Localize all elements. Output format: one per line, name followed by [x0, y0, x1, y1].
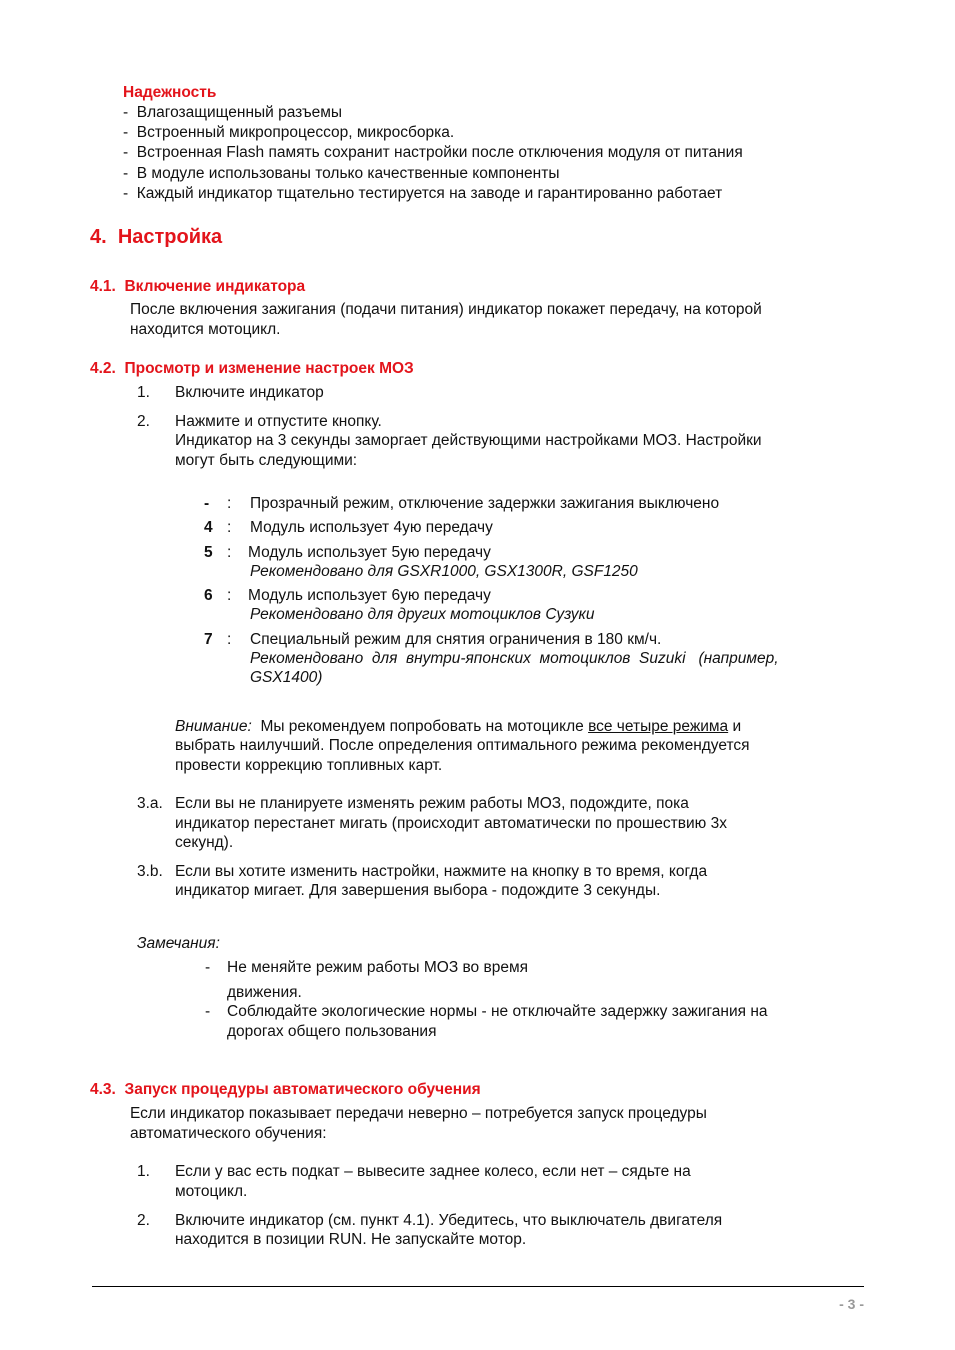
step-number: 3.a.: [137, 795, 163, 812]
step-text: индикатор мигает. Для завершения выбора - подождите 3 секунды.: [175, 882, 661, 899]
remark-text: Соблюдайте экологические нормы - не отключайте задержку зажигания на: [227, 1003, 768, 1020]
step-text: секунд).: [175, 834, 234, 851]
step-number: 3.b.: [137, 863, 163, 880]
mode-key: 7: [204, 631, 213, 648]
list-item: - В модуле использованы только качественные компоненты: [123, 165, 560, 182]
attention-line: провести коррекцию топливных карт.: [175, 757, 443, 774]
mode-sep: :: [227, 587, 232, 604]
list-item: - Встроенная Flash память сохранит настройки после отключения модуля от питания: [123, 144, 743, 161]
list-item: - Встроенный микропроцессор, микросборка.: [123, 124, 455, 141]
subsection-heading: 4.3. Запуск процедуры автоматического обучения: [90, 1081, 481, 1098]
remark-dash: -: [205, 959, 211, 976]
step-text: Нажмите и отпустите кнопку.: [175, 413, 382, 430]
page-number: - 3 -: [839, 1296, 864, 1312]
step-text: индикатор перестанет мигать (происходит автоматически по прошествию 3х: [175, 815, 727, 832]
mode-note: Рекомендовано для внутри-японских мотоциклов Suzuki (например,: [250, 650, 779, 667]
list-item: - Каждый индикатор тщательно тестируется на заводе и гарантированно работает: [123, 185, 723, 202]
remark-text: движения.: [227, 984, 302, 1001]
mode-note: Рекомендовано для GSXR1000, GSX1300R, GSF1250: [250, 563, 638, 580]
step-text: могут быть следующими:: [175, 452, 358, 469]
mode-key: 4: [204, 519, 213, 536]
step-text: Если вы хотите изменить настройки, нажмите на кнопку в то время, когда: [175, 863, 708, 880]
mode-text: Модуль использует 4ую передачу: [250, 519, 493, 536]
subsection-heading: 4.2. Просмотр и изменение настроек МОЗ: [90, 360, 414, 377]
mode-sep: :: [227, 544, 232, 561]
mode-text: Модуль использует 6ую передачу: [248, 587, 491, 604]
mode-key: 6: [204, 587, 213, 604]
paragraph-line: Если индикатор показывает передачи неверно – потребуется запуск процедуры: [130, 1105, 707, 1122]
step-text: Если вы не планируете изменять режим работы МОЗ, подождите, пока: [175, 795, 689, 812]
section-heading: 4. Настройка: [90, 226, 223, 248]
step-number: 2.: [137, 413, 150, 430]
attention-line: выбрать наилучший. После определения оптимального режима рекомендуется: [175, 737, 750, 754]
step-text: Индикатор на 3 секунды заморгает действующими настройками МОЗ. Настройки: [175, 432, 762, 449]
subsection-heading: 4.1. Включение индикатора: [90, 278, 306, 295]
mode-sep: :: [227, 495, 232, 512]
remarks-label: Замечания:: [137, 935, 220, 952]
mode-sep: :: [227, 631, 232, 648]
list-item: - Влагозащищенный разъемы: [123, 104, 343, 121]
mode-note: GSX1400): [250, 669, 323, 686]
step-number: 1.: [137, 384, 150, 401]
mode-text: Специальный режим для снятия ограничения в 180 км/ч.: [250, 631, 662, 648]
mode-text: Прозрачный режим, отключение задержки зажигания выключено: [250, 495, 720, 512]
attention-line: Внимание: Мы рекомендуем попробовать на мотоцикле все четыре режима и: [175, 718, 742, 735]
remark-dash: -: [205, 1003, 211, 1020]
footer-rule: [92, 1286, 864, 1287]
step-text: Включите индикатор (см. пункт 4.1). Убедитесь, что выключатель двигателя: [175, 1212, 723, 1229]
mode-sep: :: [227, 519, 232, 536]
paragraph-line: После включения зажигания (подачи питания) индикатор покажет передачу, на которой: [130, 301, 762, 318]
mode-text: Модуль использует 5ую передачу: [248, 544, 491, 561]
step-number: 2.: [137, 1212, 150, 1229]
mode-key: -: [204, 495, 210, 512]
paragraph-line: находится мотоцикл.: [130, 321, 281, 338]
step-text: находится в позиции RUN. Не запускайте мотор.: [175, 1231, 527, 1248]
remark-text: дорогах общего пользования: [227, 1023, 437, 1040]
reliability-title: Надежность: [123, 84, 217, 101]
mode-key: 5: [204, 544, 213, 561]
paragraph-line: автоматического обучения:: [130, 1125, 327, 1142]
step-number: 1.: [137, 1163, 150, 1180]
step-text: Если у вас есть подкат – вывесите заднее колесо, если нет – сядьте на: [175, 1163, 691, 1180]
remark-text: Не меняйте режим работы МОЗ во время: [227, 959, 529, 976]
mode-note: Рекомендовано для других мотоциклов Сузуки: [250, 606, 595, 623]
step-text: Включите индикатор: [175, 384, 324, 401]
step-text: мотоцикл.: [175, 1183, 248, 1200]
